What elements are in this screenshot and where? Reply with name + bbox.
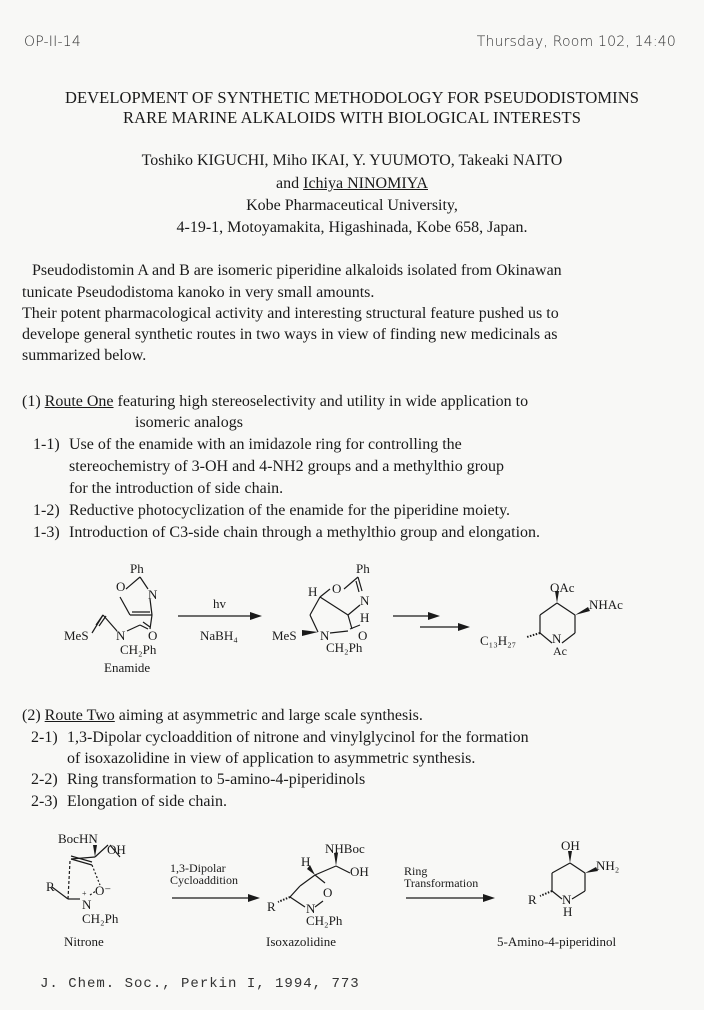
isoxazolidine-structure bbox=[290, 866, 350, 907]
intermediate-ph: Ph bbox=[356, 561, 370, 576]
isoxazolidine-n: N bbox=[306, 901, 316, 916]
isoxazolidine-h: H bbox=[301, 854, 311, 869]
intermediate-o: O bbox=[332, 581, 342, 596]
reaction-arrow-2 bbox=[393, 612, 470, 631]
arrow-1-reagent-hv: hv bbox=[213, 596, 226, 611]
route-one-heading bbox=[22, 391, 528, 412]
intro-line-1: Pseudodistomin A and B are isomeric piperidine alkaloids isolated from Okinawan bbox=[32, 262, 562, 279]
route-one-item-2-number: 1-2) bbox=[33, 502, 60, 519]
isoxazolidine-benzyl: CH₂Ph bbox=[306, 913, 343, 928]
reaction-arrow-cycloaddition bbox=[172, 894, 260, 902]
arrow-ring-transformation-label-1: Ring bbox=[404, 864, 428, 878]
product-n: N bbox=[552, 631, 562, 646]
product-side-chain: C₁₃H₂₇ bbox=[480, 633, 517, 648]
affiliation: Kobe Pharmaceutical University, bbox=[246, 197, 458, 214]
nitrone-bochn: BocHN bbox=[58, 831, 98, 846]
product-nhac: NHAc bbox=[589, 597, 623, 612]
piperidinol-n: N bbox=[562, 892, 572, 907]
isoxazolidine-o: O bbox=[323, 885, 333, 900]
product-ac: Ac bbox=[553, 644, 567, 658]
intro-line-5: summarized below. bbox=[22, 347, 147, 364]
enamide-benzyl: CH₂Ph bbox=[120, 642, 157, 657]
nitrone-oh: OH bbox=[107, 842, 126, 857]
enamide-o-carbonyl: O bbox=[148, 628, 158, 643]
product-hash-bond bbox=[527, 633, 540, 637]
isoxazolidine-nhboc: NHBoc bbox=[325, 841, 365, 856]
intermediate-n: N bbox=[360, 593, 370, 608]
intro-line-2: tunicate Pseudodistoma kanoko in very small amounts. bbox=[22, 284, 375, 301]
journal-reference: J. Chem. Soc., Perkin I, 1994, 773 bbox=[40, 976, 360, 992]
enamide-n-amide: N bbox=[116, 628, 126, 643]
paper-title-line-2: RARE MARINE ALKALOIDS WITH BIOLOGICAL INTERESTS bbox=[123, 108, 581, 127]
enamide-mes: MeS bbox=[64, 628, 89, 643]
product-oac: OAc bbox=[550, 580, 575, 595]
reaction-arrow-1 bbox=[178, 612, 262, 620]
route-one-item-3-line-1: Introduction of C3-side chain through a methylthio group and elongation. bbox=[69, 524, 541, 541]
route-one-item-1-number: 1-1) bbox=[33, 436, 60, 453]
isoxazolidine-oh: OH bbox=[350, 864, 369, 879]
piperidinol-hash-bond bbox=[540, 891, 552, 896]
route-two-item-2-line-1: Ring transformation to 5-amino-4-piperidinols bbox=[67, 771, 366, 788]
reaction-arrow-ring-transformation bbox=[406, 894, 495, 902]
nitrone-caption: Nitrone bbox=[64, 934, 104, 949]
intermediate-o-carbonyl: O bbox=[358, 628, 368, 643]
route-two-name: Route Two bbox=[44, 707, 115, 724]
route-one-scheme bbox=[0, 555, 704, 690]
intermediate-wedge-mes bbox=[302, 630, 318, 636]
route-two-scheme bbox=[0, 825, 704, 955]
arrow-cycloaddition-label-1: 1,3-Dipolar bbox=[170, 861, 226, 875]
route-two-item-3-line-1: Elongation of side chain. bbox=[67, 793, 227, 810]
address: 4-19-1, Motoyamakita, Higashinada, Kobe 658, Japan. bbox=[176, 219, 528, 236]
route-one-item-1-line-1: Use of the enamide with an imidazole ring for controlling the bbox=[69, 436, 462, 453]
enamide-n: N bbox=[148, 587, 158, 602]
enamide-caption: Enamide bbox=[104, 660, 151, 675]
route-two-item-2-number: 2-2) bbox=[31, 771, 58, 788]
intermediate-mes: MeS bbox=[272, 628, 297, 643]
route-one-item-3-number: 1-3) bbox=[33, 524, 60, 541]
authors-line: Toshiko KIGUCHI, Miho IKAI, Y. YUUMOTO, Takeaki NAITO bbox=[141, 152, 563, 169]
nitrone-benzyl: CH₂Ph bbox=[82, 911, 119, 926]
intermediate-n-amide: N bbox=[320, 628, 330, 643]
nitrone-n: N bbox=[82, 897, 92, 912]
intermediate-benzyl: CH₂Ph bbox=[326, 640, 363, 655]
isoxazolidine-r: R bbox=[267, 899, 276, 914]
arrow-ring-transformation-label-2: Transformation bbox=[404, 876, 479, 890]
piperidinol-h: H bbox=[563, 904, 573, 919]
nitrone-r: R bbox=[46, 879, 55, 894]
piperidinol-caption: 5-Amino-4-piperidinol bbox=[497, 934, 617, 949]
route-one-name: Route One bbox=[44, 393, 114, 410]
session-code: OP-II-14 bbox=[24, 34, 81, 50]
route-one-item-1-line-2: stereochemistry of 3-OH and 4-NH2 groups and a methylthio group bbox=[69, 458, 505, 475]
nitrone-plus: + bbox=[82, 889, 87, 898]
intermediate-h-top: H bbox=[308, 584, 318, 599]
route-one-description: featuring high stereoselectivity and utility in wide application to bbox=[113, 393, 529, 410]
presenting-author: Ichiya NINOMIYA bbox=[303, 175, 428, 192]
route-one-number: (1) bbox=[22, 393, 45, 410]
intermediate-h-bottom: H bbox=[360, 610, 370, 625]
session-schedule: Thursday, Room 102, 14:40 bbox=[476, 34, 676, 50]
paper-title-line-1: DEVELOPMENT OF SYNTHETIC METHODOLOGY FOR PSEUDODISTOMINS bbox=[64, 88, 640, 107]
isoxazolidine-hash-bond bbox=[278, 897, 290, 902]
route-one-item-1-line-3: for the introduction of side chain. bbox=[69, 480, 284, 497]
piperidinol-r: R bbox=[528, 892, 537, 907]
route-two-number: (2) bbox=[22, 707, 45, 724]
presenter-line bbox=[0, 173, 704, 195]
route-one-item-2-line-1: Reductive photocyclization of the enamide for the piperidine moiety. bbox=[69, 502, 511, 519]
route-two-item-1-line-1: 1,3-Dipolar cycloaddition of nitrone and vinylglycinol for the formation bbox=[67, 729, 529, 746]
intro-line-4: develope general synthetic routes in two ways in view of finding new medicinals as bbox=[22, 326, 558, 343]
arrow-1-reagent-nabh4: NaBH₄ bbox=[200, 628, 238, 643]
enamide-ph: Ph bbox=[130, 561, 144, 576]
route-two-item-1-number: 2-1) bbox=[31, 729, 58, 746]
intro-line-3: Their potent pharmacological activity and interesting structural feature pushed us to bbox=[22, 305, 559, 322]
isoxazolidine-caption: Isoxazolidine bbox=[266, 934, 337, 949]
nitrone-o-minus: O⁻ bbox=[95, 883, 112, 898]
route-one-description-cont: isomeric analogs bbox=[135, 414, 243, 431]
route-two-heading bbox=[22, 705, 423, 726]
piperidinol-nh2: NH₂ bbox=[596, 858, 620, 873]
piperidinol-oh: OH bbox=[561, 838, 580, 853]
enamide-o: O bbox=[116, 579, 126, 594]
route-two-item-3-number: 2-3) bbox=[31, 793, 58, 810]
arrow-cycloaddition-label-2: Cycloaddition bbox=[170, 873, 238, 887]
authors-and: and bbox=[276, 175, 304, 192]
route-two-description: aiming at asymmetric and large scale synthesis. bbox=[114, 707, 423, 724]
product-wedge-nhac bbox=[575, 607, 590, 615]
route-two-item-1-line-2: of isoxazolidine in view of application to asymmetric synthesis. bbox=[67, 750, 476, 767]
